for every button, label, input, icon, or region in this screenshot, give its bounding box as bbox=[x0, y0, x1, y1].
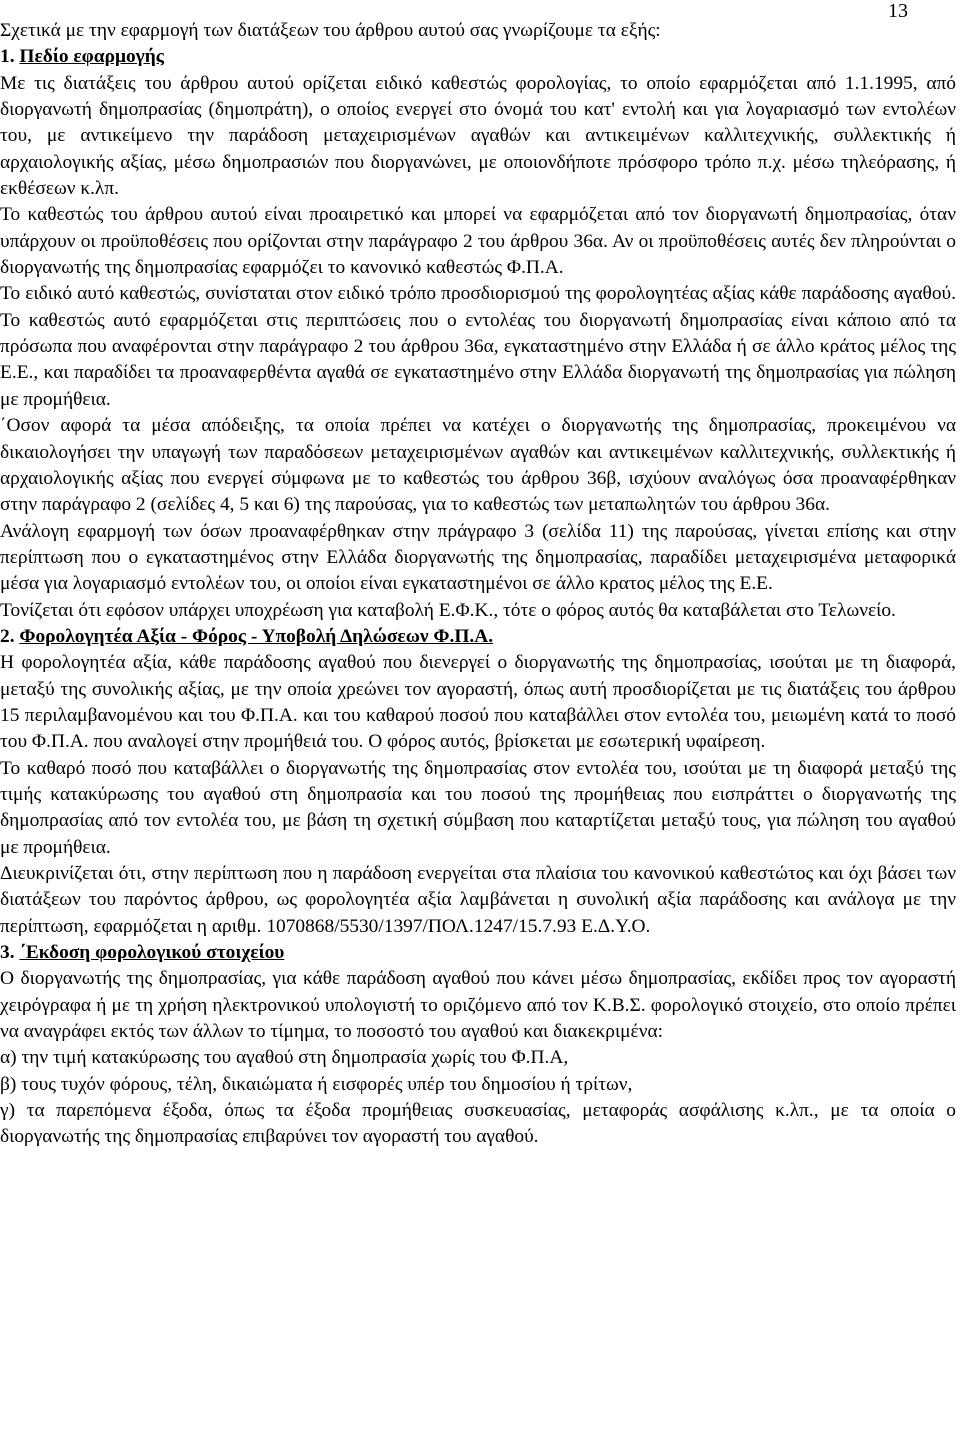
list-item: α) την τιμή κατακύρωσης του αγαθού στη δημοπρασία χωρίς του Φ.Π.Α, bbox=[0, 1047, 569, 1069]
list-item: β) τους τυχόν φόρους, τέλη, δικαιώματα ή εισφορές υπέρ του δημοσίου ή τρίτων, bbox=[0, 1073, 633, 1095]
document-body bbox=[0, 18, 956, 1151]
section-1-paragraph: Το καθεστώς του άρθρου αυτού είναι προαιρετικό και μπορεί να εφαρμόζεται από τον διοργανωτή δημοπρασίας, όταν υπάρχουν οι προϋποθέσεις που ορίζονται στην παράγραφο 2 του άρθρου 36α. Αν οι προϋποθέσεις αυτές δεν πληρούνται ο διοργανωτής της δημοπρασίας εφαρμόζει το κανονικό καθεστώς Φ.Π.Α. bbox=[0, 204, 956, 279]
section-2-heading bbox=[0, 624, 956, 650]
section-2-paragraph: Διευκρινίζεται ότι, στην περίπτωση που η παράδοση ενεργείται στα πλαίσια του κανονικού καθεστώτος και όχι βάσει των διατάξεων του παρόντος άρθρου, ως φορολογητέα αξία λαμβάνεται η συνολική αξία παράδοσης και ανάλογα με την περίπτωση, εφαρμόζεται η αριθμ. 1070868/5530/1397/ΠΟΛ.1247/15.7.93 Ε.Δ.Υ.Ο. bbox=[0, 863, 956, 937]
section-2-paragraph: Η φορολογητέα αξία, κάθε παράδοσης αγαθού που διενεργεί ο διοργανωτής της δημοπρασίας, ισούται με τη διαφορά, μεταξύ της συνολικής αξίας, με την οποία χρεώνει τον αγοραστή, όπως αυτή προσδιορίζεται με τις διατάξεις του άρθρου 15 περιλαμβανομένου και του Φ.Π.Α. και του καθαρού ποσού που καταβάλλει στον εντολέα του, μειωμένη κατά το ποσό του Φ.Π.Α. που αναλογεί στην προμήθειά του. Ο φόρος αυτός, βρίσκεται με εσωτερική υφαίρεση. bbox=[0, 652, 956, 753]
page-number: 13 bbox=[888, 0, 908, 22]
section-1-title: Πεδίο εφαρμογής bbox=[19, 46, 164, 68]
section-1-paragraph: Με τις διατάξεις του άρθρου αυτού ορίζεται ειδικό καθεστώς φορολογίας, το οποίο εφαρμόζεται από 1.1.1995, από διοργανωτή δημοπρασίας (δημοπράτη), ο οποίος ενεργεί στο όνομά του κατ' εντολή και για λογαριασμό των εντολέων του, με αντικείμενο την παράδοση μεταχειρισμένων αγαθών και αντικειμένων καλλιτεχνικής, συλλεκτικής ή αρχαιολογικής αξίας, μέσω δημοπρασιών που διοργανώνει, με οποιονδήποτε πρόσφορο τρόπο π.χ. μέσω τηλεόρασης, ή εκθέσεων κ.λπ. bbox=[0, 72, 956, 200]
section-1-paragraph: Το ειδικό αυτό καθεστώς, συνίσταται στον ειδικό τρόπο προσδιορισμού της φορολογητέας αξίας κάθε παράδοσης αγαθού. Το καθεστώς αυτό εφαρμόζεται στις περιπτώσεις που ο εντολέας του διοργανωτή δημοπρασίας είναι κάποιο από τα πρόσωπα που αναφέρονται στην παράγραφο 2 του άρθρου 36α, εγκαταστημένο στην Ελλάδα ή σε άλλο κράτος μέλος της Ε.Ε., και παραδίδει τα προαναφερθέντα αγαθά σε εγκαταστημένο στην Ελλάδα διοργανωτή της δημοπρασίας για πώληση με προμήθεια. bbox=[0, 283, 956, 410]
section-3-title: ΄Εκδοση φορολογικού στοιχείου bbox=[19, 942, 285, 964]
section-1-number: 1. bbox=[0, 46, 15, 68]
section-1-paragraph: Τονίζεται ότι εφόσον υπάρχει υποχρέωση για καταβολή Ε.Φ.Κ., τότε ο φόρος αυτός θα καταβάλεται στο Τελωνείο. bbox=[0, 599, 896, 621]
section-3-number: 3. bbox=[0, 942, 15, 964]
section-1-heading bbox=[0, 44, 956, 70]
section-2-title: Φορολογητέα Αξία - Φόρος - Υποβολή Δηλώσεων Φ.Π.Α. bbox=[19, 625, 494, 647]
section-2-paragraph: Το καθαρό ποσό που καταβάλλει ο διοργανωτής της δημοπρασίας στον εντολέα του, ισούται με τη διαφορά μεταξύ της τιμής κατακύρωσης του αγαθού στη δημοπρασία και του ποσού της προμήθειας που εισπράττει ο διοργανωτής της δημοπρασίας από τον εντολέα του, με βάση τη σχετική σύμβαση που καταρτίζεται μεταξύ τους, για πώληση του αγαθού με προμήθεια. bbox=[0, 757, 956, 858]
intro-paragraph: Σχετικά με την εφαρμογή των διατάξεων του άρθρου αυτού σας γνωρίζουμε τα εξής: bbox=[0, 20, 661, 41]
section-3-heading bbox=[0, 940, 956, 966]
section-1-paragraph: Ανάλογη εφαρμογή των όσων προαναφέρθηκαν στην πράγραφο 3 (σελίδα 11) της παρούσας, γίνεται επίσης και στην περίπτωση που ο εγκαταστημένος στην Ελλάδα διοργανωτής της δημοπρασίας, παραδίδει μεταχειρισμένα μεταφορικά μέσα για λογαριασμό εντολέων του, οι οποίοι είναι εγκαταστημένοι σε άλλο κρατος μέλος της Ε.Ε. bbox=[0, 520, 956, 595]
section-1-paragraph: ΄Οσον αφορά τα μέσα απόδειξης, τα οποία πρέπει να κατέχει ο διοργανωτής της δημοπρασίας, προκειμένου να δικαιολογήσει την υπαγωγή των παραδόσεων μεταχειρισμένων αγαθών και αντικειμένων καλλιτεχνικής, συλλεκτικής ή αρχαιολογικής αξίας που ενεργεί σύμφωνα με το καθεστώς του άρθρου 36β, ισχύουν αναλόγως όσα προαναφέρθηκαν στην παράγραφο 2 (σελίδες 4, 5 και 6) της παρούσας, για το καθεστώς των μεταπωλητών του άρθρου 36α. bbox=[0, 415, 956, 516]
section-2-number: 2. bbox=[0, 625, 15, 647]
list-item: γ) τα παρεπόμενα έξοδα, όπως τα έξοδα προμήθειας συσκευασίας, μεταφοράς ασφάλισης κ.λπ., με τα οποία ο διοργανωτής της δημοπρασίας επιβαρύνει τον αγοραστή του αγαθού. bbox=[0, 1100, 956, 1148]
section-3-paragraph: Ο διοργανωτής της δημοπρασίας, για κάθε παράδοση αγαθού που κάνει μέσω δημοπρασίας, εκδίδει προς τον αγοραστή χειρόγραφα ή με τη χρήση ηλεκτρονικού υπολογιστή το οριζόμενο από τον Κ.Β.Σ. φορολογικό στοιχείο, στο οποίο πρέπει να αναγράφει εκτός των άλλων το τίμημα, το ποσοστό του αγαθού και διακεκριμένα: bbox=[0, 968, 956, 1043]
